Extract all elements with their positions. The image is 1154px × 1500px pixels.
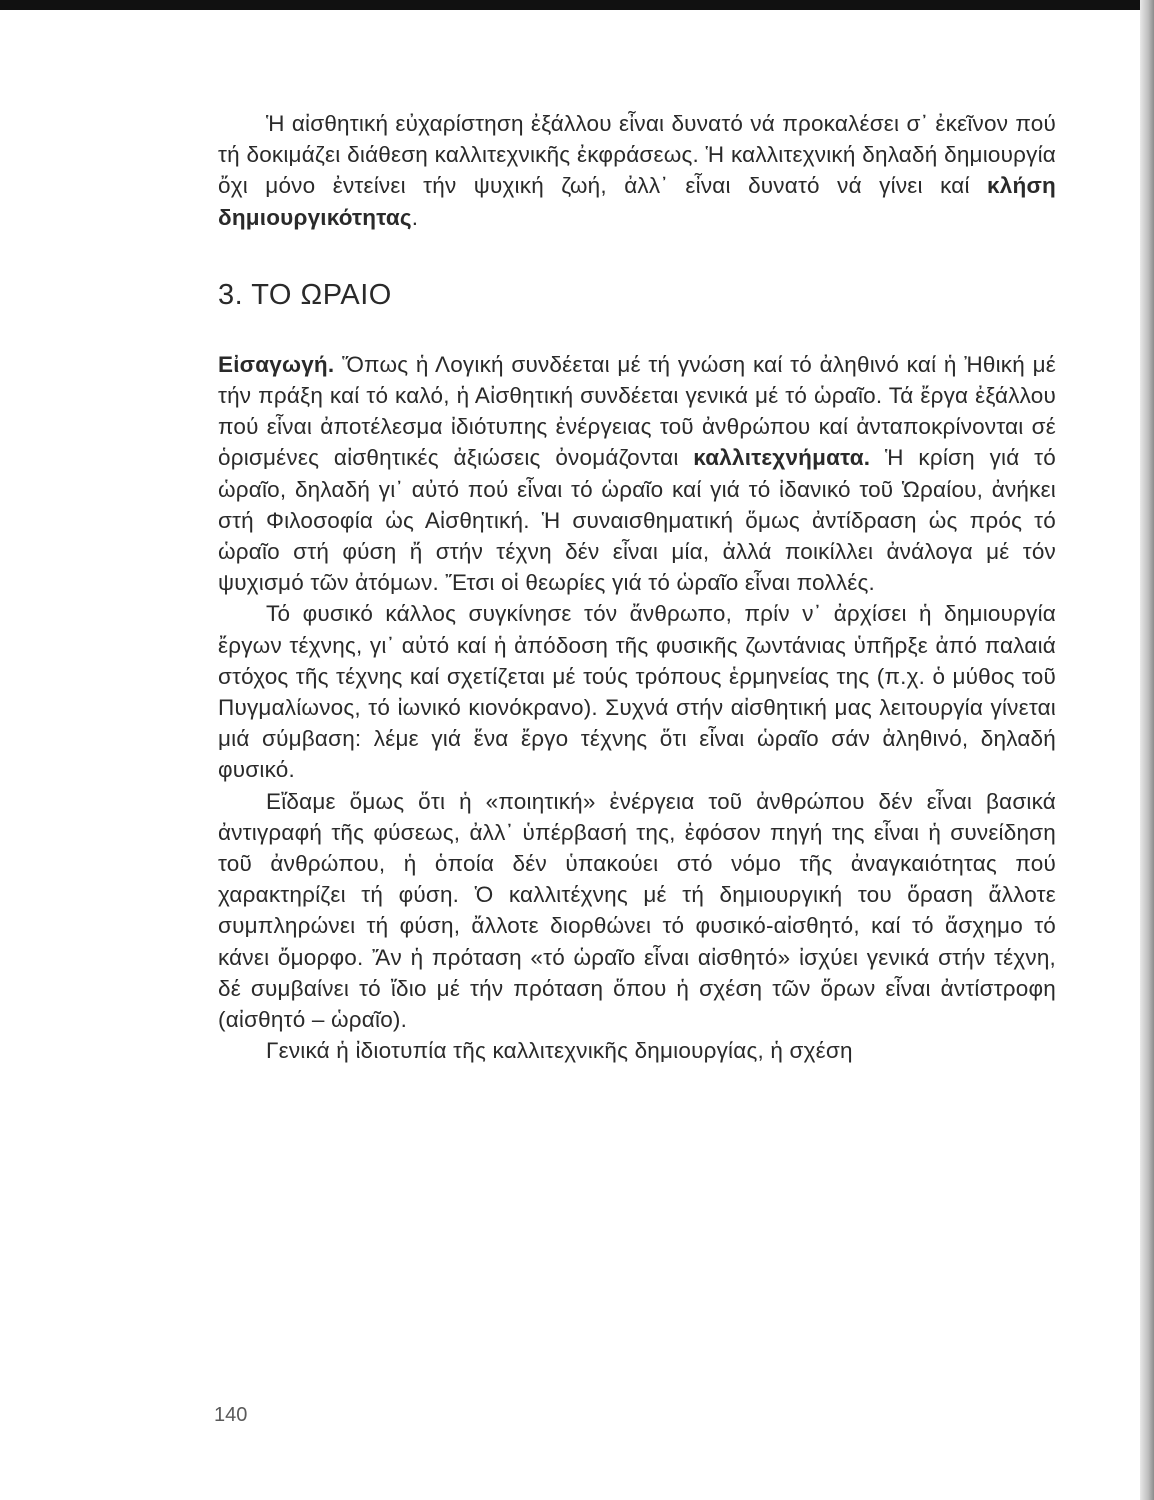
- paragraph-3: Εἴδαμε ὅμως ὅτι ἡ «ποιητική» ἐνέργεια τοῦ ἀνθρώπου δέν εἶναι βασικά ἀντιγραφή τῆς φύσεως, ἀλλ᾽ ὑπέρβασή της, ἐφόσον πηγή της εἶναι ἡ συνείδηση τοῦ ἀνθρώπου, ἡ ὁποία δέν ὑπακούει στό νόμο τῆς ἀναγκαιότητας πού χαρακτηρίζει τή φύση. Ὁ καλλιτέχνης μέ τή δημιουργική του ὅραση ἄλλοτε συμπληρώνει τή φύση, ἄλλοτε διορθώνει τό φυσικό-αἰσθητό, καί τό ἄσχημο τό κάνει ὄμορφο. Ἄν ἡ πρόταση «τό ὡραῖο εἶναι αἰσθητό» ἰσχύει γενικά στήν τέχνη, δέ συμβαίνει τό ἴδιο μέ τήν πρόταση ὅπου ἡ σχέση τῶν ὅρων εἶναι ἀντίστροφη (αἰσθητό – ὡραῖο).: [218, 788, 1056, 1033]
- intro-bold-term: κλήση δημιουργικότητας: [218, 173, 1056, 230]
- page-number: 140: [214, 1404, 248, 1426]
- book-page-text: [218, 108, 1056, 1066]
- intro-text: Ἡ αἰσθητική εὐχαρίστηση ἐξάλλου εἶναι δυνατό νά προκαλέσει σ᾽ ἐκεῖνον πού τή δοκιμάζει διάθεση καλλιτεχνικῆς ἐκφράσεως. Ἡ καλλιτεχνική δηλαδή δημιουργία ὄχι μόνο ἐντείνει τήν ψυχική ζωή, ἀλλ᾽ εἶναι δυνατό νά γίνει καί: [218, 111, 1056, 199]
- intro-paragraph: [218, 108, 1056, 233]
- intro-end: .: [411, 204, 419, 230]
- paragraph-4: Γενικά ἡ ἰδιοτυπία τῆς καλλιτεχνικῆς δημιουργίας, ἡ σχέση: [266, 1038, 853, 1064]
- section-heading: 3. ΤΟ ΩΡΑΙΟ: [218, 278, 392, 311]
- section-intro-bold-term: καλλιτεχνήματα.: [693, 445, 871, 471]
- section-intro-text-2: Ἡ κρίση γιά τό ὡραῖο, δηλαδή γι᾽ αὐτό πού εἶναι τό ὡραῖο καί γιά τό ἰδανικό τοῦ Ὡραίου, ἀνήκει στή Φιλοσοφία ὡς Αἰσθητική. Ἡ συναισθηματική ὅμως ἀντίδραση ὡς πρός τό ὡραῖο στή φύση ἤ στήν τέχνη δέν εἶναι μία, ἀλλά ποικίλλει ἀνάλογα μέ τόν ψυχισμό τῶν ἀτόμων. Ἔτσι οἱ θεωρίες γιά τό ὡραῖο εἶναι πολλές.: [218, 445, 1056, 596]
- section-intro-label: Εἰσαγωγή.: [218, 351, 335, 377]
- paragraph-2: Τό φυσικό κάλλος συγκίνησε τόν ἄνθρωπο, πρίν ν᾽ ἀρχίσει ἡ δημιουργία ἔργων τέχνης, γι᾽ αὐτό καί ἡ ἀπόδοση τῆς φυσικῆς ζωντάνιας ὑπῆρξε ἀπό παλαιά στόχος τῆς τέχνης καί σχετίζεται μέ τούς τρόπους ἑρμηνείας της (π.χ. ὁ μύθος τοῦ Πυγμαλίωνος, τό ἰωνικό κιονόκρανο). Συχνά στήν αἰσθητική μας λειτουργία γίνεται μιά σύμβαση: λέμε γιά ἕνα ἔργο τέχνης ὅτι εἶναι ὡραῖο σάν ἀληθινό, δηλαδή φυσικό.: [218, 601, 1056, 783]
- section-intro-text-1: Ὅπως ἡ Λογική συνδέεται μέ τή γνώση καί τό ἀληθινό καί ἡ Ἠθική μέ τήν πράξη καί τό καλό, ἡ Αἰσθητική συνδέεται γενικά μέ τό ὡραῖο. Τά ἔργα ἐξάλλου πού εἶναι ἀποτέλεσμα ἰδιότυπης ἐνέργειας τοῦ ἀνθρώπου καί ἀνταποκρίνονται σέ ὁρισμένες αἰσθητικές ἀξιώσεις ὀνομάζονται: [218, 351, 1056, 471]
- scan-top-border: [0, 0, 1154, 10]
- book-binding-edge: [1140, 0, 1154, 1500]
- section-intro-paragraph: [218, 349, 1056, 599]
